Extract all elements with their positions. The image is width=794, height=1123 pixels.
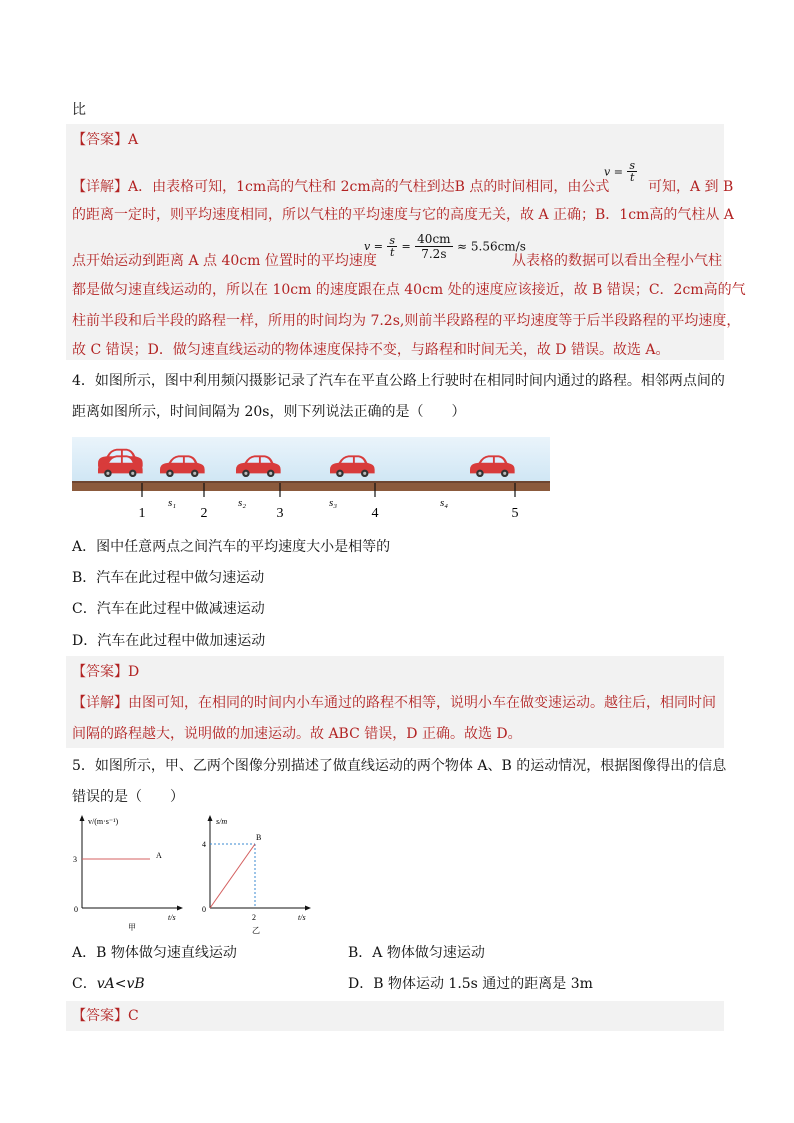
segment-label: s₄ bbox=[439, 497, 449, 509]
series-b-line bbox=[210, 844, 255, 908]
answer-tag: 【答案】 bbox=[72, 132, 128, 148]
point-label: 1 bbox=[138, 506, 146, 521]
answer-value: C bbox=[128, 1008, 139, 1024]
answer-tag: 【答案】 bbox=[72, 1008, 128, 1024]
y-tick-label: 3 bbox=[73, 855, 77, 864]
q4-answer bbox=[72, 662, 722, 682]
detail-tag: 【详解】 bbox=[72, 179, 128, 195]
q4-option-c: C．汽车在此过程中做减速运动 bbox=[72, 601, 265, 617]
origin-label: 0 bbox=[202, 905, 206, 914]
segment-label: s₃ bbox=[328, 497, 338, 509]
y-axis-label: s/m bbox=[216, 817, 228, 826]
segment-label: s₂ bbox=[237, 497, 247, 509]
formula-num: s bbox=[389, 234, 396, 247]
formula-v-s-over-t bbox=[604, 160, 637, 183]
q3-detail-line-6: 故 C 错误；D．做匀速直线运动的物体速度保持不变，与路程和时间无关，故 D 错误。故选 A。 bbox=[72, 342, 670, 358]
q5-stem-line-1: 5．如图所示，甲、乙两个图像分别描述了做直线运动的两个物体 A、B 的运动情况，根据图像得出的信息 bbox=[72, 758, 727, 774]
point-label: 5 bbox=[511, 506, 519, 521]
q3-detail-line-4: 都是做匀速直线运动的，所以在 10cm 的速度跟在点 40cm 处的速度应该接近，故 B 错误；C．2cm高的气 bbox=[72, 282, 746, 298]
answer-value: A bbox=[128, 132, 139, 148]
text-fragment: 比 bbox=[72, 102, 86, 118]
series-label: A bbox=[156, 851, 162, 860]
formula-average-speed bbox=[364, 232, 526, 261]
q3-detail-line-2: 的距离一定时，则平均速度相同，所以气柱的平均速度与它的高度无关，故 A 正确；B．1cm高的气柱从 A bbox=[72, 207, 734, 223]
option-prefix: C． bbox=[72, 976, 97, 992]
answer-value: D bbox=[128, 664, 140, 680]
q4-option-b: B．汽车在此过程中做匀速运动 bbox=[72, 570, 265, 586]
q5-option-b: B．A 物体做匀速运动 bbox=[348, 945, 485, 961]
q3-detail-line-3: 点开始运动到距离 A 点 40cm 位置时的平均速度 bbox=[72, 253, 377, 269]
formula-num: 40cm bbox=[417, 232, 451, 246]
q4-option-a: A．图中任意两点之间汽车的平均速度大小是相等的 bbox=[72, 539, 391, 555]
x-axis-arrow-icon bbox=[305, 906, 311, 911]
segment-label: s₁ bbox=[167, 497, 177, 509]
formula-text: v = bbox=[364, 240, 383, 253]
road-edge bbox=[72, 481, 550, 483]
q4-option-d: D．汽车在此过程中做加速运动 bbox=[72, 633, 266, 649]
formula-eq: = bbox=[401, 240, 411, 253]
y-axis-label: v/(m·s⁻¹) bbox=[88, 817, 119, 826]
q4-car-figure bbox=[72, 437, 552, 523]
q4-stem-line-1: 4．如图所示，图中利用频闪摄影记录了汽车在平直公路上行驶时在相同时间内通过的路程。相邻两点间的 bbox=[72, 373, 725, 389]
detail-text: A．由表格可知，1cm高的气柱和 2cm高的气柱到达B 点的时间相同，由公式 bbox=[128, 179, 610, 195]
q5-option-d: D．B 物体运动 1.5s 通过的距离是 3m bbox=[348, 976, 593, 992]
series-label: B bbox=[256, 833, 262, 842]
formula-den: t bbox=[390, 246, 395, 259]
q4-stem-line-2: 距离如图所示，时间间隔为 20s，则下列说法正确的是（ ） bbox=[72, 404, 466, 420]
x-axis-label: t/s bbox=[168, 913, 176, 922]
q5-answer bbox=[72, 1006, 722, 1026]
origin-label: 0 bbox=[74, 905, 78, 914]
formula-num: s bbox=[629, 159, 636, 172]
q5-stem-line-2: 错误的是（ ） bbox=[72, 789, 184, 805]
point-label: 3 bbox=[276, 506, 284, 521]
answer-tag: 【答案】 bbox=[72, 664, 128, 680]
formula-den: 7.2s bbox=[421, 247, 447, 261]
option-formula: vA<vB bbox=[96, 976, 145, 992]
detail-text: 由图可知，在相同的时间内小车通过的路程不相等，说明小车在做变速运动。越往后，相同时间 bbox=[128, 695, 716, 711]
formula-den: t bbox=[630, 171, 635, 184]
q3-detail-line-5: 柱前半段和后半段的路程一样，所用的时间均为 7.2s,则前半段路程的平均速度等于后半段路程的平均速度， bbox=[72, 313, 741, 329]
x-tick-label: 2 bbox=[252, 913, 256, 922]
q3-answer bbox=[72, 130, 722, 150]
detail-tag: 【详解】 bbox=[72, 695, 128, 711]
graph-caption: 甲 bbox=[128, 923, 136, 932]
y-axis-arrow-icon bbox=[80, 815, 85, 821]
q3-detail-line-1b: 可知，A 到 B bbox=[648, 179, 734, 195]
q4-detail-line-1 bbox=[72, 693, 722, 713]
q3-detail-line-3b: 从表格的数据可以看出全程小气柱 bbox=[512, 253, 722, 269]
point-label: 2 bbox=[200, 506, 208, 521]
x-axis-arrow-icon bbox=[177, 906, 183, 911]
q4-detail-line-2: 间隔的路程越大，说明做的加速运动。故 ABC 错误，D 正确。故选 D。 bbox=[72, 726, 522, 742]
graph-yi bbox=[196, 812, 320, 936]
q5-option-c bbox=[72, 974, 145, 994]
graph-jia bbox=[70, 812, 190, 934]
x-axis-label: t/s bbox=[298, 913, 306, 922]
y-axis-arrow-icon bbox=[208, 815, 213, 821]
formula-text: v = bbox=[604, 165, 623, 179]
q5-option-a: A．B 物体做匀速直线运动 bbox=[72, 945, 237, 961]
y-tick-label: 4 bbox=[202, 840, 206, 849]
formula-approx: ≈ 5.56cm/s bbox=[457, 239, 526, 254]
point-label: 4 bbox=[371, 506, 379, 521]
graph-caption: 乙 bbox=[252, 926, 260, 935]
